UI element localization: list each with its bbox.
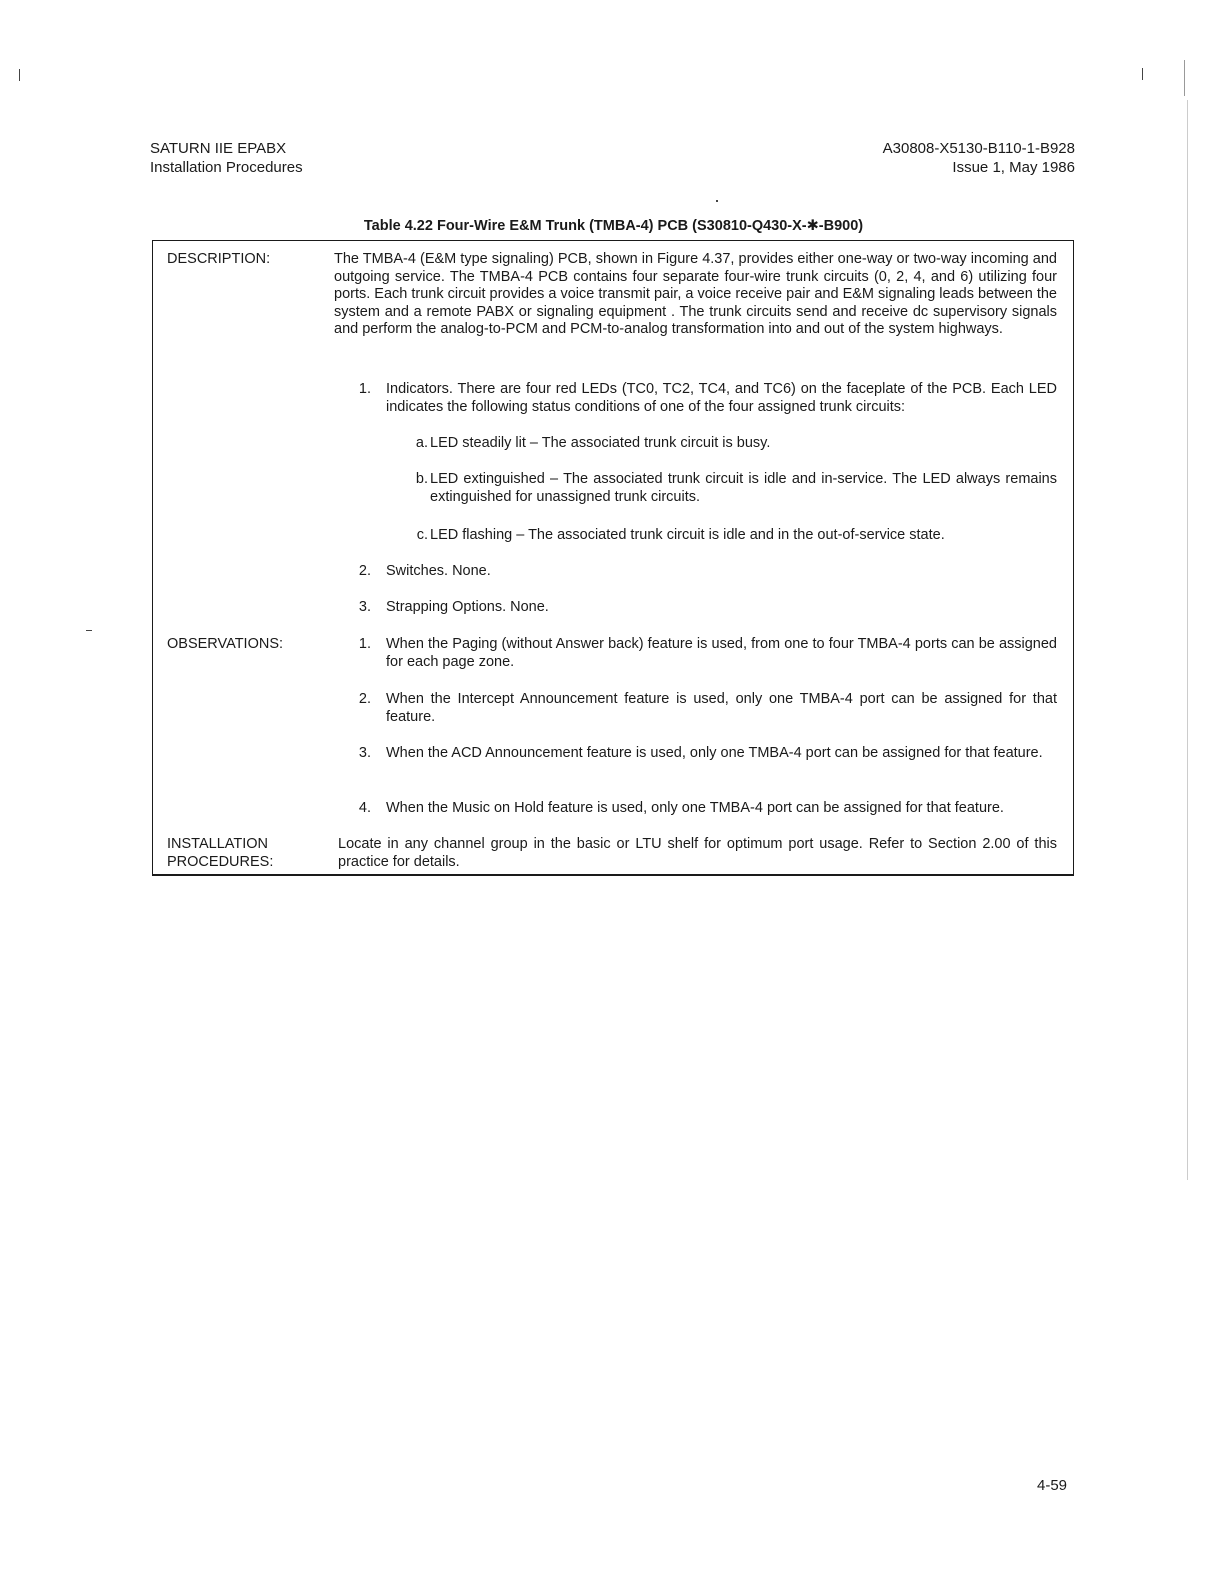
item-text: When the Music on Hold feature is used, only one TMBA-4 port can be assigned for that feature. — [386, 800, 1004, 816]
item-text: Indicators. There are four red LEDs (TC0, TC2, TC4, and TC6) on the faceplate of the PCB. Each LED indicates the following status conditions of one of the four assigned trunk circuits: — [386, 381, 1057, 415]
installation-label-line1: INSTALLATION — [167, 836, 268, 852]
item-number: 2. — [358, 563, 371, 579]
scan-mark — [86, 630, 92, 631]
item-number: 2. — [358, 691, 371, 707]
document-header-left — [150, 139, 303, 177]
item-text: When the Paging (without Answer back) feature is used, from one to four TMBA-4 ports can be assigned for each page zone. — [386, 636, 1057, 670]
scan-mark — [19, 69, 20, 81]
installation-text: Locate in any channel group in the basic or LTU shelf for optimum port usage. Refer to Section 2.00 of this practice for details. — [338, 836, 1057, 870]
pcb-spec-table — [152, 240, 1074, 876]
page-number: 4-59 — [1037, 1477, 1068, 1494]
table-title: Table 4.22 Four-Wire E&M Trunk (TMBA-4) PCB (S30810-Q430-X-✱-B900) — [363, 218, 864, 234]
sub-item-text: LED flashing – The associated trunk circuit is idle and in the out-of-service state. — [430, 527, 945, 543]
sub-item-letter: c. — [416, 527, 428, 543]
scan-mark — [1142, 68, 1143, 80]
item-number: 1. — [358, 381, 371, 397]
item-text: Switches. None. — [386, 563, 491, 579]
item-text: When the ACD Announcement feature is used, only one TMBA-4 port can be assigned for that feature. — [386, 745, 1043, 761]
scan-edge-line — [1187, 100, 1188, 1180]
scan-mark — [716, 200, 718, 202]
sub-item-text: LED extinguished – The associated trunk circuit is idle and in-service. The LED always remains extinguished for unassigned trunk circuits. — [430, 471, 1057, 505]
item-number: 3. — [358, 599, 371, 615]
installation-label — [167, 836, 273, 871]
scan-mark — [1184, 60, 1185, 96]
item-number: 4. — [358, 800, 371, 816]
description-paragraph: The TMBA-4 (E&M type signaling) PCB, shown in Figure 4.37, provides either one-way or two-way incoming and outgoing service. The TMBA-4 PCB contains four separate four-wire trunk circuits (0, 2, 4, and 6) utilizing four ports. Each trunk circuit provides a voice transmit pair, a voice receive pair and E&M signaling leads between the system and a remote PABX or signaling equipment . The trunk circuits send and receive dc supervisory signals and perform the analog-to-PCM and PCM-to-analog transformation into and out of the system highways. — [334, 251, 1057, 337]
product-title: SATURN IIE EPABX — [150, 140, 287, 157]
sub-item-letter: b. — [415, 471, 428, 487]
sub-item-text: LED steadily lit – The associated trunk circuit is busy. — [430, 435, 771, 451]
description-label: DESCRIPTION: — [167, 251, 271, 267]
manual-section: Installation Procedures — [150, 159, 303, 176]
item-number: 1. — [358, 636, 371, 652]
sub-item-letter: a. — [415, 435, 428, 451]
item-text: When the Intercept Announcement feature is used, only one TMBA-4 port can be assigned for that feature. — [386, 691, 1057, 725]
issue-date: Issue 1, May 1986 — [952, 159, 1075, 176]
item-number: 3. — [358, 745, 371, 761]
document-number: A30808-X5130-B110-1-B928 — [882, 140, 1075, 157]
observations-label: OBSERVATIONS: — [167, 636, 284, 652]
document-header-right — [883, 139, 1075, 177]
item-text: Strapping Options. None. — [386, 599, 549, 615]
installation-label-line2: PROCEDURES: — [167, 853, 274, 870]
